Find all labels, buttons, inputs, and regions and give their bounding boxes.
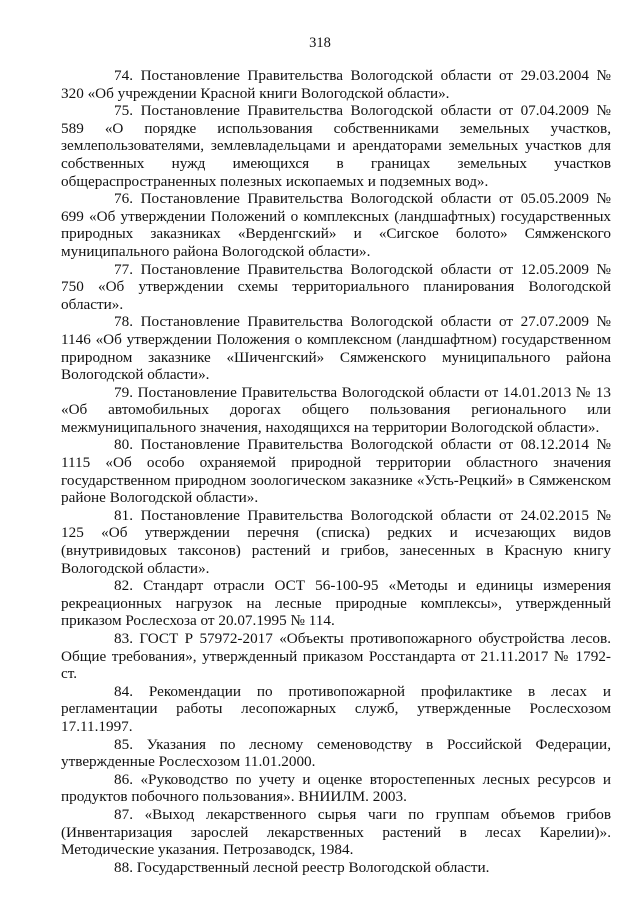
reference-item: 81. Постановление Правительства Вологодской области от 24.02.2015 № 125 «Об утверждении перечня (списка) редких и исчезающих видов (внутривидовых таксонов) растений и грибов, занесенных в Красную книгу Вологодской области».	[61, 506, 611, 577]
reference-item: 85. Указания по лесному семеноводству в Российской Федерации, утвержденные Рослесхозом 11.01.2000.	[61, 735, 611, 771]
reference-item: 87. «Выход лекарственного сырья чаги по группам объемов грибов (Инвентаризация зарослей лекарственных растений в лесах Карелии)». Методические указания. Петрозаводск, 1984.	[61, 805, 611, 859]
reference-item: 74. Постановление Правительства Вологодской области от 29.03.2004 № 320 «Об учреждении Красной книги Вологодской области».	[61, 67, 611, 102]
page-number: 318	[309, 35, 331, 51]
reference-item: 88. Государственный лесной реестр Вологодской области.	[114, 858, 490, 876]
reference-item: 79. Постановление Правительства Вологодской области от 14.01.2013 № 13 «Об автомобильных дорогах общего пользования регионального или межмуниципального значения, находящихся на территории Вологодской области».	[61, 383, 611, 436]
reference-item: 80. Постановление Правительства Вологодской области от 08.12.2014 № 1115 «Об особо охраняемой природной территории областного значения государственном природном зоологическом заказнике «Усть-Рецкий» в Сямженском районе Вологодской области».	[61, 436, 611, 507]
reference-item: 77. Постановление Правительства Вологодской области от 12.05.2009 № 750 «Об утверждении схемы территориального планирования Вологодской области».	[61, 260, 611, 313]
reference-item: 75. Постановление Правительства Вологодской области от 07.04.2009 № 589 «О порядке использования собственниками земельных участков, землепользователями, землевладельцами и арендаторами земельных участков для собственных нужд имеющихся в границах земельных участков общераспространенных полезных ископаемых и подземных вод».	[61, 102, 611, 190]
reference-item: 86. «Руководство по учету и оценке второстепенных лесных ресурсов и продуктов побочного пользования». ВНИИЛМ. 2003.	[61, 770, 611, 806]
reference-item: 76. Постановление Правительства Вологодской области от 05.05.2009 № 699 «Об утверждении Положений о комплексных (ландшафтных) государственных природных заказниках «Верденгский» и «Сигское болото» Сямженского муниципального района Вологодской области».	[61, 190, 611, 260]
reference-list	[61, 67, 611, 876]
reference-item: 83. ГОСТ Р 57972-2017 «Объекты противопожарного обустройства лесов. Общие требования», утвержденный приказом Росстандарта от 21.11.2017 № 1792-ст.	[61, 630, 611, 683]
reference-item: 84. Рекомендации по противопожарной профилактике в лесах и регламентации работы лесопожарных служб, утвержденные Рослесхозом 17.11.1997.	[61, 682, 611, 735]
reference-item: 82. Стандарт отрасли ОСТ 56-100-95 «Методы и единицы измерения рекреационных нагрузок на лесные природные комплексы», утвержденный приказом Рослесхоза от 20.07.1995 № 114.	[61, 577, 611, 630]
reference-item: 78. Постановление Правительства Вологодской области от 27.07.2009 № 1146 «Об утверждении Положения о комплексном (ландшафтном) государственном природном заказнике «Шиченгский» Сямженского муниципального района Вологодской области».	[61, 313, 611, 384]
